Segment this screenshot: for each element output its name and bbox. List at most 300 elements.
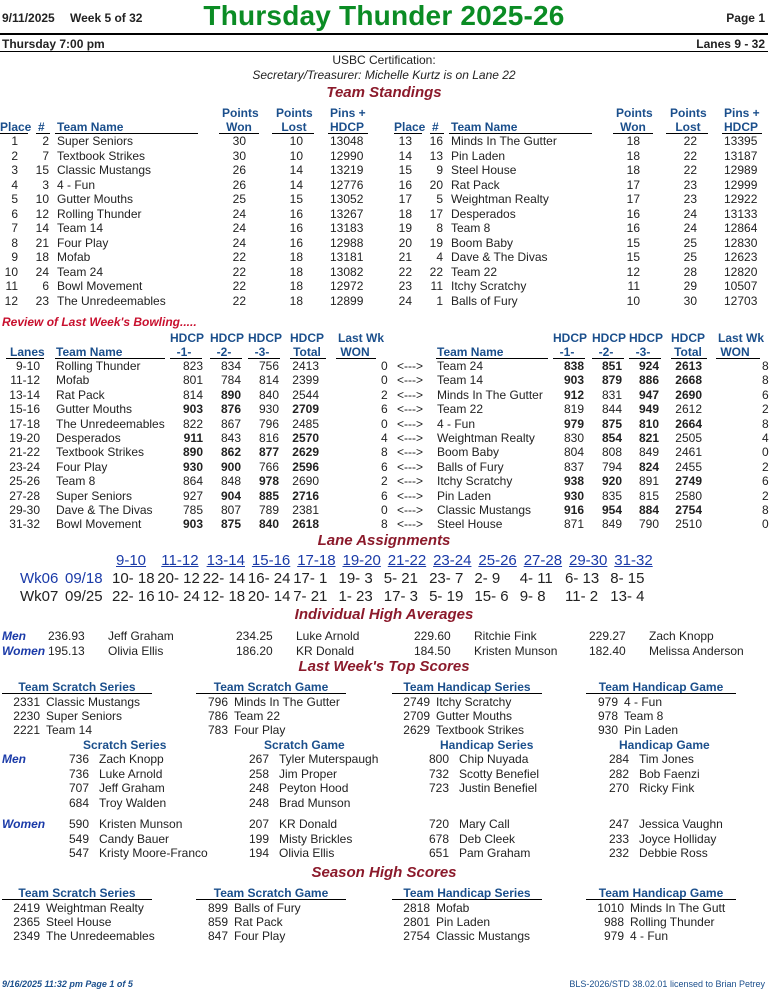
lane-matchup: 23- 7	[429, 570, 464, 587]
points-won: 22	[232, 293, 246, 308]
team-name: Minds In The Gutter	[234, 695, 340, 709]
secretary-note: Secretary/Treasurer: Michelle Kurtz is on Lane 22	[252, 68, 516, 82]
score-value: 2230	[13, 709, 40, 724]
score-value: 903	[182, 402, 203, 417]
average-value: 195.13	[48, 644, 85, 658]
team-number: 8	[436, 221, 443, 235]
points-won: 22	[232, 250, 246, 264]
team-name: Team 24	[437, 359, 484, 373]
score-value: 979	[563, 416, 584, 431]
pins-hdcp: 13048	[330, 134, 364, 148]
points-lost: 18	[289, 279, 303, 293]
score-value: 886	[638, 373, 659, 388]
score-value: 790	[638, 517, 659, 532]
bowler-name: Kristy Moore-Franco	[99, 846, 208, 860]
score-value: 903	[182, 517, 203, 532]
review-header: HDCP	[671, 331, 706, 345]
review-row	[0, 431, 768, 445]
review-row	[0, 417, 768, 431]
team-name: Gutter Mouths	[57, 192, 134, 206]
average-value: 234.25	[236, 629, 273, 643]
week-indicator: Week 5 of 32	[70, 11, 143, 25]
place-header: Place	[0, 120, 32, 134]
team-name: Desperados	[451, 206, 516, 221]
men-label: Men	[2, 752, 26, 766]
versus-arrow: <--->	[397, 387, 424, 402]
team-number: 5	[436, 192, 443, 206]
standing-row	[394, 250, 774, 264]
top-scores-title: Last Week's Top Scores	[298, 658, 470, 675]
header-underline	[2, 693, 152, 694]
score-value: 838	[563, 359, 584, 373]
bowler-name: Brad Munson	[279, 795, 351, 810]
lane-matchup: 15- 6	[474, 587, 509, 605]
score-value: 2	[762, 459, 769, 474]
score-value: 6	[762, 387, 769, 402]
points-won: 24	[232, 221, 246, 235]
versus-arrow: <--->	[397, 431, 424, 445]
team-number: 21	[35, 235, 49, 250]
score-value: 930	[182, 459, 203, 474]
score-value: 720	[428, 817, 449, 831]
team-name: Super Seniors	[57, 134, 134, 148]
points-lost: 29	[683, 279, 697, 293]
pins-hdcp: 12703	[724, 293, 758, 308]
place-value: 11	[5, 279, 18, 293]
average-value: 184.50	[414, 644, 451, 658]
lane-pair: 15-16	[251, 552, 291, 569]
lane-matchup: 17- 1	[293, 570, 328, 587]
score-value: 8	[762, 416, 769, 431]
points-won: 17	[626, 192, 640, 206]
bowler-name: Ricky Fink	[639, 781, 695, 795]
header-rule-2	[0, 51, 768, 52]
place-header: Place	[394, 120, 426, 134]
review-row	[0, 373, 768, 387]
score-value: 2221	[13, 723, 40, 738]
team-number: 4	[436, 250, 443, 264]
review-header-2: -3-	[635, 345, 651, 359]
team-name: Super Seniors	[46, 709, 123, 724]
points-won: 10	[626, 293, 640, 308]
team-name: Four Play	[234, 929, 286, 944]
score-value: 822	[182, 416, 203, 431]
score-value: 837	[563, 459, 584, 474]
team-name: The Unredeemables	[57, 293, 166, 308]
pins-hdcp: 10507	[724, 279, 758, 293]
score-value: 2399	[292, 373, 319, 388]
review-header: HDCP	[553, 331, 588, 345]
place-value: 9	[11, 250, 18, 264]
score-value: 684	[68, 795, 89, 810]
pins-hdcp: 13395	[724, 134, 758, 148]
team-name: Itchy Scratchy	[451, 279, 527, 293]
standing-row	[394, 279, 774, 293]
pins-hdcp: 12899	[330, 293, 364, 308]
team-name: Balls of Fury	[234, 901, 301, 915]
lanes-value: 23-24	[9, 459, 40, 474]
bowler-name: Troy Walden	[99, 795, 167, 810]
team-name: Gutter Mouths	[436, 709, 513, 724]
individual-score-header: Handicap Game	[619, 738, 710, 752]
review-header: HDCP	[248, 331, 283, 345]
score-value: 801	[182, 373, 203, 388]
team-number: 14	[35, 221, 49, 235]
points-lost: 24	[683, 206, 697, 221]
won-header-2: Won	[620, 120, 646, 134]
team-number: 3	[42, 177, 49, 192]
score-value: 549	[68, 831, 89, 846]
lanes-value: 11-12	[10, 373, 40, 388]
team-number: 2	[42, 134, 49, 148]
team-name: Pin Laden	[451, 148, 506, 163]
bowler-name: Olivia Ellis	[279, 846, 335, 860]
score-value: 2749	[675, 474, 702, 489]
standing-row	[394, 294, 774, 308]
score-value: 823	[182, 359, 203, 373]
score-value: 248	[248, 781, 269, 795]
team-name: Balls of Fury	[437, 459, 504, 474]
bowler-name: Melissa Anderson	[649, 644, 744, 658]
score-value: 2612	[675, 402, 702, 417]
score-value: 821	[638, 431, 659, 445]
score-value: 2618	[292, 517, 319, 532]
score-value: 2485	[292, 416, 319, 431]
score-value: 831	[601, 387, 622, 402]
points-lost: 22	[683, 148, 697, 163]
score-value: 678	[428, 831, 449, 846]
score-value: 890	[220, 387, 241, 402]
report-date: 9/11/2025	[2, 11, 55, 25]
standing-row	[0, 250, 380, 264]
score-value: 903	[563, 373, 584, 388]
score-value: 840	[258, 387, 279, 402]
points-won: 12	[626, 264, 640, 279]
team-number: 12	[35, 206, 49, 221]
score-value: 0	[381, 416, 388, 431]
bowler-name: Candy Bauer	[99, 831, 170, 846]
score-value: 2510	[675, 517, 702, 532]
individual-score-header: Scratch Game	[264, 738, 345, 752]
score-value: 930	[258, 402, 279, 417]
points-lost: 15	[289, 192, 303, 206]
score-value: 2690	[675, 387, 702, 402]
team-name: Classic Mustangs	[57, 163, 152, 177]
team-name: Bowl Movement	[56, 517, 142, 532]
pins-hdcp: 12988	[330, 235, 364, 250]
place-value: 21	[398, 250, 412, 264]
score-value: 732	[428, 766, 449, 781]
team-header: Team Name	[451, 120, 518, 134]
lane-pair: 27-28	[523, 552, 563, 569]
men-label: Men	[2, 629, 26, 643]
score-value: 938	[563, 474, 584, 489]
score-value: 848	[220, 474, 241, 489]
place-value: 18	[398, 206, 412, 221]
team-name: Textbook Strikes	[436, 723, 525, 738]
lane-pair: 9-10	[116, 552, 147, 569]
team-name: Rolling Thunder	[630, 915, 715, 930]
season-header: Team Scratch Series	[18, 886, 136, 900]
points-won: 16	[626, 221, 640, 235]
team-number: 13	[429, 148, 443, 163]
lane-matchup: 10- 24	[157, 587, 200, 605]
team-number: 6	[42, 279, 49, 293]
team-name: Rat Pack	[56, 387, 105, 402]
score-value: 794	[601, 459, 622, 474]
team-name: Pin Laden	[437, 488, 492, 503]
review-header: HDCP	[629, 331, 664, 345]
place-value: 2	[11, 148, 18, 163]
score-value: 796	[258, 416, 279, 431]
average-value: 186.20	[236, 644, 273, 658]
lost-header-2: Lost	[675, 120, 701, 134]
score-value: 0	[762, 517, 769, 532]
team-number: 9	[436, 163, 443, 177]
team-name: Minds In The Gutter	[437, 387, 543, 402]
header-underline	[196, 693, 346, 694]
won-header: Points	[616, 106, 653, 120]
score-value: 6	[381, 402, 388, 417]
place-value: 5	[11, 192, 18, 206]
review-row	[0, 460, 768, 474]
lane-matchup: 6- 13	[565, 570, 600, 587]
score-value: 0	[381, 373, 388, 388]
place-value: 14	[398, 148, 412, 163]
standing-row	[0, 236, 380, 250]
score-value: 830	[563, 431, 584, 445]
standing-row	[0, 149, 380, 163]
team-name: Textbook Strikes	[57, 148, 146, 163]
points-lost: 25	[683, 250, 697, 264]
standing-row	[394, 207, 774, 221]
score-value: 785	[182, 503, 203, 517]
team-number: 15	[35, 163, 49, 177]
team-name: 4 - Fun	[624, 695, 663, 709]
points-lost: 22	[683, 163, 697, 177]
review-row	[0, 388, 768, 402]
bowler-name: Jim Proper	[279, 766, 338, 781]
bowler-name: Kristen Munson	[99, 817, 183, 831]
score-value: 786	[207, 709, 228, 724]
team-name: Minds In The Gutter	[451, 134, 557, 148]
week-date: 09/25	[65, 587, 103, 605]
versus-arrow: <--->	[397, 402, 424, 417]
score-value: 4	[762, 431, 769, 445]
standing-row	[0, 178, 380, 192]
week-label: Wk06	[20, 570, 59, 587]
standing-row	[394, 265, 774, 279]
versus-arrow: <--->	[397, 373, 424, 388]
team-name: 4 - Fun	[57, 177, 96, 192]
pins-hdcp: 12820	[724, 264, 758, 279]
score-value: 284	[608, 752, 629, 766]
review-row	[0, 359, 768, 373]
points-lost: 18	[289, 293, 303, 308]
lane-matchup: 20- 14	[247, 587, 291, 605]
women-label: Women	[2, 817, 46, 831]
team-name: Dave & The Divas	[56, 503, 153, 517]
review-header: Last Wk	[718, 331, 765, 345]
score-value: 875	[220, 517, 241, 532]
bowler-name: Zach Knopp	[99, 752, 164, 766]
points-lost: 25	[683, 235, 697, 250]
review-header-2: WON	[340, 345, 370, 359]
score-value: 2505	[675, 431, 702, 445]
lanes-value: 13-14	[9, 387, 40, 402]
review-row	[0, 517, 768, 531]
score-value: 899	[207, 901, 228, 915]
num-header: #	[38, 120, 45, 134]
score-value: 810	[638, 416, 659, 431]
team-name: Team 14	[57, 221, 104, 235]
place-value: 22	[398, 264, 412, 279]
score-value: 2365	[13, 915, 40, 930]
lane-pair: 25-26	[478, 552, 517, 569]
versus-arrow: <--->	[397, 517, 424, 532]
score-value: 194	[248, 846, 269, 860]
team-name: Mofab	[436, 901, 470, 915]
lanes-value: 27-28	[9, 488, 40, 503]
standing-row	[0, 207, 380, 221]
team-name: Four Play	[234, 723, 286, 738]
bowler-name: Chip Nuyada	[459, 752, 529, 766]
season-header: Team Handicap Series	[403, 886, 531, 900]
points-won: 15	[626, 250, 640, 264]
standing-row	[394, 236, 774, 250]
score-value: 979	[597, 695, 618, 709]
score-value: 862	[220, 445, 241, 460]
score-value: 890	[182, 445, 203, 460]
place-value: 15	[398, 163, 412, 177]
team-score-header: Team Scratch Game	[213, 680, 329, 694]
score-value: 0	[381, 359, 388, 373]
review-header: Last Wk	[338, 331, 385, 345]
team-header: Team Name	[57, 120, 124, 134]
points-lost: 23	[683, 177, 697, 192]
score-value: 867	[220, 416, 241, 431]
points-won: 30	[232, 134, 246, 148]
score-value: 876	[220, 402, 241, 417]
score-value: 2544	[292, 387, 319, 402]
footer-license: BLS-2026/STD 38.02.01 licensed to Brian Petrey	[569, 979, 765, 989]
score-value: 2749	[403, 695, 430, 709]
score-value: 800	[428, 752, 449, 766]
score-value: 840	[258, 517, 279, 532]
pins-hdcp: 13052	[330, 192, 364, 206]
score-value: 2461	[675, 445, 702, 460]
pins-hdcp: 12776	[330, 177, 364, 192]
lanes-value: 9-10	[15, 359, 40, 373]
team-name: Team 22	[234, 709, 281, 724]
team-name: Team 14	[46, 723, 93, 738]
score-value: 232	[608, 846, 629, 860]
bowler-name: Scotty Benefiel	[459, 766, 540, 781]
header-rule	[0, 33, 768, 35]
pins-hdcp: 13219	[330, 163, 364, 177]
women-label: Women	[2, 644, 46, 658]
team-name: Boom Baby	[451, 235, 514, 250]
score-value: 756	[258, 359, 279, 373]
season-title: Season High Scores	[311, 864, 457, 881]
team-name: Team 8	[451, 221, 491, 235]
score-value: 849	[638, 445, 659, 460]
lane-matchup: 22- 16	[112, 587, 155, 605]
versus-arrow: <--->	[397, 503, 424, 517]
points-won: 22	[232, 264, 246, 279]
review-header-2: -2-	[216, 345, 232, 359]
score-value: 207	[248, 817, 269, 831]
score-value: 900	[220, 459, 241, 474]
score-value: 2818	[403, 901, 430, 915]
score-value: 814	[182, 387, 203, 402]
bowler-name: Mary Call	[459, 817, 510, 831]
review-header-2: -1-	[559, 345, 575, 359]
score-value: 590	[68, 817, 89, 831]
team-name: Weightman Realty	[437, 431, 535, 445]
review-row	[0, 489, 768, 503]
points-lost: 23	[683, 192, 697, 206]
lane-matchup: 9- 8	[519, 587, 546, 605]
team-number: 1	[436, 293, 443, 308]
standing-row	[0, 279, 380, 293]
score-value: 784	[220, 373, 241, 388]
team-number: 24	[35, 264, 49, 279]
bowler-name: KR Donald	[296, 644, 355, 658]
points-lost: 28	[683, 264, 697, 279]
place-value: 6	[11, 206, 18, 221]
score-value: 819	[563, 402, 584, 417]
team-name: Team 22	[437, 402, 484, 417]
score-value: 844	[601, 402, 622, 417]
team-number: 19	[429, 235, 443, 250]
score-value: 851	[601, 359, 622, 373]
lost-header: Points	[276, 106, 313, 120]
score-value: 807	[220, 503, 241, 517]
day-time: Thursday 7:00 pm	[2, 37, 105, 51]
bowler-name: Jessica Vaughn	[639, 817, 723, 831]
pins-hdcp: 12623	[724, 250, 758, 264]
score-value: 199	[248, 831, 269, 846]
review-header: HDCP	[170, 331, 205, 345]
bowler-name: Luke Arnold	[296, 629, 360, 643]
num-header: #	[432, 120, 439, 134]
season-header: Team Handicap Game	[598, 886, 724, 900]
score-value: 651	[428, 846, 449, 860]
place-value: 24	[398, 293, 412, 308]
points-won: 24	[232, 235, 246, 250]
points-won: 18	[626, 134, 640, 148]
bowler-name: Joyce Holliday	[639, 831, 717, 846]
pins-hdcp: 13082	[330, 264, 364, 279]
team-name: Mofab	[56, 373, 90, 388]
bowler-name: Peyton Hood	[279, 781, 349, 795]
points-lost: 16	[289, 235, 303, 250]
lane-matchup: 1- 23	[338, 587, 373, 605]
team-score-header: Team Scratch Series	[18, 680, 136, 694]
team-name: The Unredeemables	[46, 929, 155, 944]
score-value: 804	[563, 445, 584, 460]
pins-header: Pins +	[724, 106, 760, 120]
pins-hdcp: 12922	[724, 192, 758, 206]
points-won: 15	[626, 235, 640, 250]
score-value: 796	[207, 695, 228, 709]
team-name: Desperados	[56, 431, 121, 445]
versus-arrow: <--->	[397, 474, 424, 489]
points-lost: 18	[289, 264, 303, 279]
score-value: 267	[248, 752, 269, 766]
score-value: 258	[248, 766, 269, 781]
